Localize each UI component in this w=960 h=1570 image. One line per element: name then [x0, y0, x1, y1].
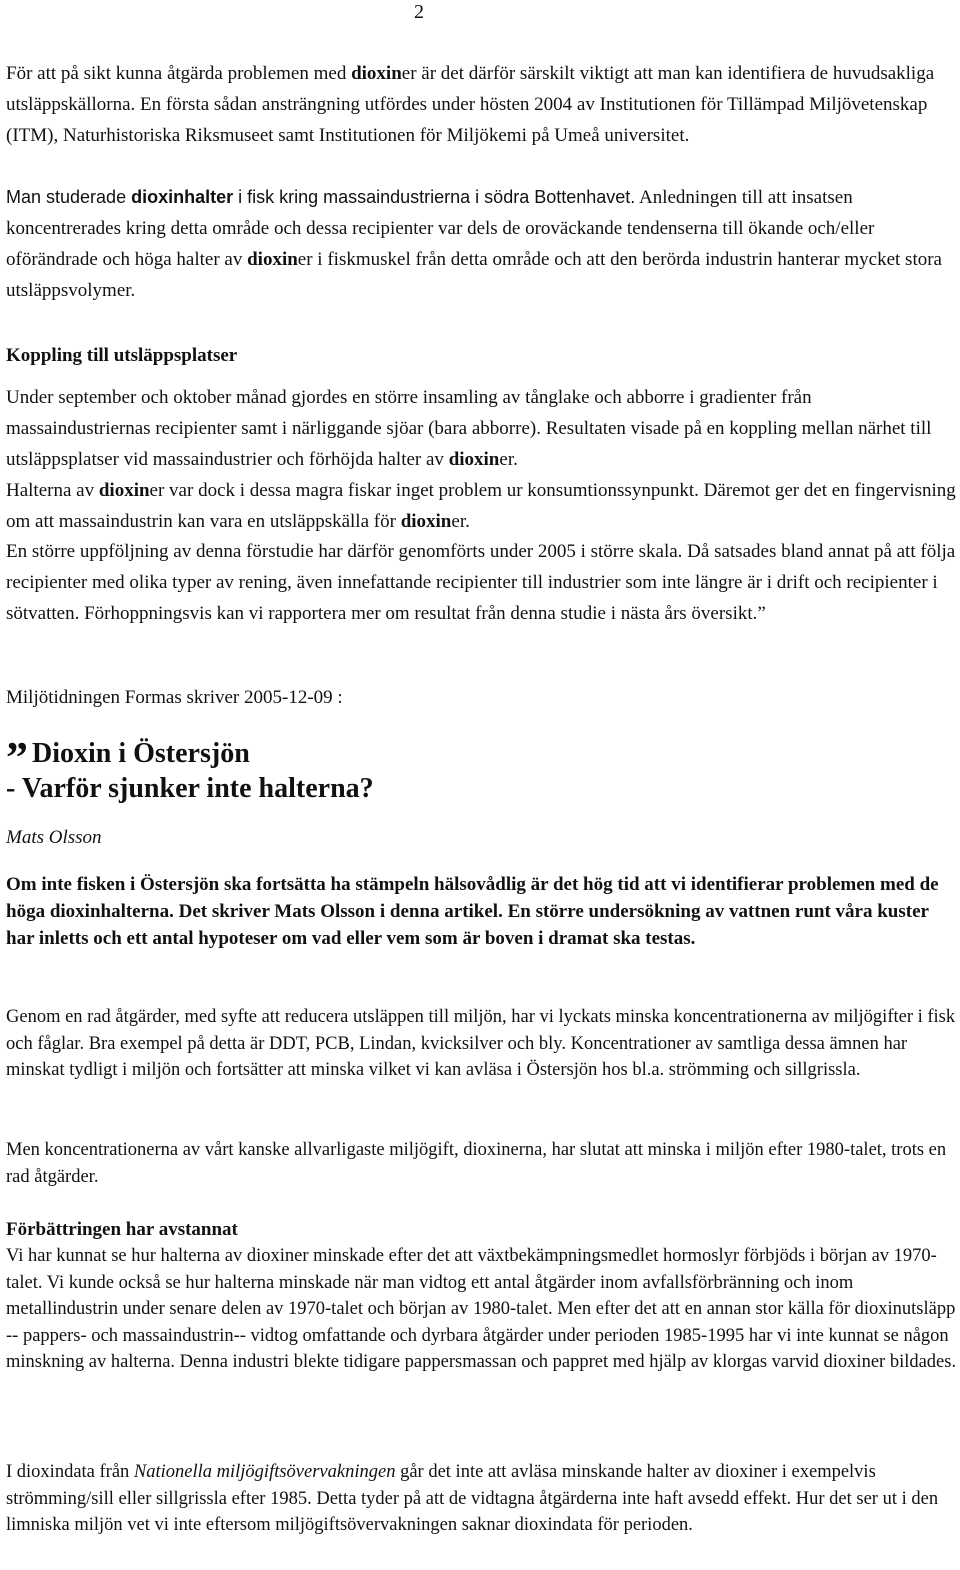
keyword-dioxinhalter: dioxinhalter — [131, 187, 234, 207]
title-line-1: Dioxin i Östersjön — [32, 738, 250, 769]
intro-paragraph — [6, 58, 958, 151]
section-heading: Koppling till utsläppsplatser — [6, 345, 238, 366]
quote-mark: ” — [6, 733, 28, 782]
program-name: Nationella miljögiftsövervakningen — [133, 1462, 396, 1482]
text: i fisk kring massaindustrierna i södra Bottenhavet. — [233, 187, 636, 207]
source-line: Miljötidningen Formas skriver 2005-12-09 : — [6, 687, 343, 708]
text: er i fiskmuskel från detta område och att den berörda industrin hanterar mycket stora utsläppsvolymer. — [6, 249, 942, 301]
sub-heading: Förbättringen har avstannat — [6, 1219, 238, 1240]
article-title — [6, 733, 958, 806]
text: Anledningen till att insatsen koncentrerades kring detta område och dessa recipienter var dels de oroväckande tendenserna till ökande och/eller oförändrade och höga halter av — [6, 187, 875, 270]
text: För att på sikt kunna åtgärda problemen med — [6, 63, 352, 84]
text: Under september och oktober månad gjordes en större insamling av tånglake och abborre i gradienter från massaindustriernas recipienter samt i närliggande sjöar (bara abborre). Resultaten visade på en koppling mellan närhet till utsläppsplatser vid massaindustrier och förhöjda halter av — [6, 387, 932, 470]
article-paragraph-2: Men koncentrationerna av vårt kanske allvarligaste miljögift, dioxinerna, har slutat att minska i miljön efter 1980-talet, trots en rad åtgärder. — [6, 1140, 947, 1187]
keyword-dioxin: dioxin — [351, 63, 402, 84]
koppling-paragraph-2 — [6, 475, 958, 537]
text: går det inte att avläsa minskande halter av dioxiner i exempelvis strömming/sill eller sillgrissla efter 1985. Detta tyder på att de vidtagna åtgärderna inte haft avsedd effekt. Hur det ser ut i den limniska miljön vet vi inte eftersom miljögiftsövervakningen saknar dioxindata för perioden. — [6, 1462, 939, 1535]
article-paragraph-1: Genom en rad åtgärder, med syfte att reducera utsläppen till miljön, har vi lyckats minska koncentrationerna av miljögifter i fisk och fåglar. Bra exempel på detta är DDT, PCB, Lindan, kvicksilver och bly. Koncentrationer av samtliga dessa ämnen har minskat tydligt i miljön och fortsätter att minska vilket vi kan avläsa i Östersjön hos bl.a. strömming och sillgrissla. — [6, 1007, 956, 1080]
study-paragraph — [6, 182, 958, 306]
text: er var dock i dessa magra fiskar inget problem ur konsumtionssynpunkt. Däremot ger det en fingervisning om att massaindustrin kan vara en utsläppskälla för — [6, 480, 956, 532]
text: Halterna av — [6, 480, 99, 501]
keyword-dioxin: dioxin — [400, 511, 452, 532]
text: Man studerade — [6, 187, 132, 207]
text: er. — [499, 449, 518, 470]
koppling-paragraph-1 — [6, 382, 958, 475]
keyword-dioxin: dioxin — [448, 449, 500, 470]
keyword-dioxin: dioxin — [98, 480, 150, 501]
article-paragraph-3: Vi har kunnat se hur halterna av dioxiner minskade efter det att växtbekämpningsmedlet hormoslyr förbjöds i början av 1970-talet. Vi kunde också se hur halterna minskade när man vidtog ett antal åtgärder inom avfallsförbränning och inom metallindustrin under senare delen av 1970-talet och början av 1980-talet. Men efter det att en annan stor källa för dioxinutsläpp -- pappers- och massaindustrin-- vidtog omfattande och dyrbara åtgärder under perioden 1985-1995 har vi inte kunnat se någon minskning av halterna. Denna industri blekte tidigare pappersmassan och pappret med hjälp av klorgas varvid dioxiner bildades. — [6, 1246, 957, 1372]
text: I dioxindata från — [6, 1462, 134, 1482]
article-lead: Om inte fisken i Östersjön ska fortsätta ha stämpeln hälsovådlig är det hög tid att vi identifierar problemen med de höga dioxinhalterna. Det skriver Mats Olsson i denna artikel. En större undersökning av vattnen runt våra kuster har inletts och ett antal hypoteser om vad eller vem som är boven i dramat ska testas. — [6, 874, 939, 949]
article-paragraph-4 — [6, 1459, 958, 1539]
title-line-2: - Varför sjunker inte halterna? — [6, 773, 374, 804]
text: er är det därför särskilt viktigt att man kan identifiera de huvudsakliga utsläppskällorna. En första sådan ansträngning utfördes under hösten 2004 av Institutionen för Tillämpad Miljövetenskap (ITM), Naturhistoriska Riksmuseet samt Institutionen för Miljökemi på Umeå universitet. — [6, 63, 935, 146]
author: Mats Olsson — [6, 827, 102, 848]
koppling-paragraph-3: En större uppföljning av denna förstudie har därför genomförts under 2005 i större skala. Då satsades bland annat på att följa recipienter med olika typer av rening, även innefattande recipienter till industrier som inte längre är i drift och recipienter i sötvatten. Förhoppningsvis kan vi rapportera mer om resultat från denna studie i nästa års översikt.” — [6, 541, 956, 624]
text: er. — [451, 511, 470, 532]
keyword-dioxin: dioxin — [247, 249, 298, 270]
page-number: 2 — [414, 1, 424, 23]
